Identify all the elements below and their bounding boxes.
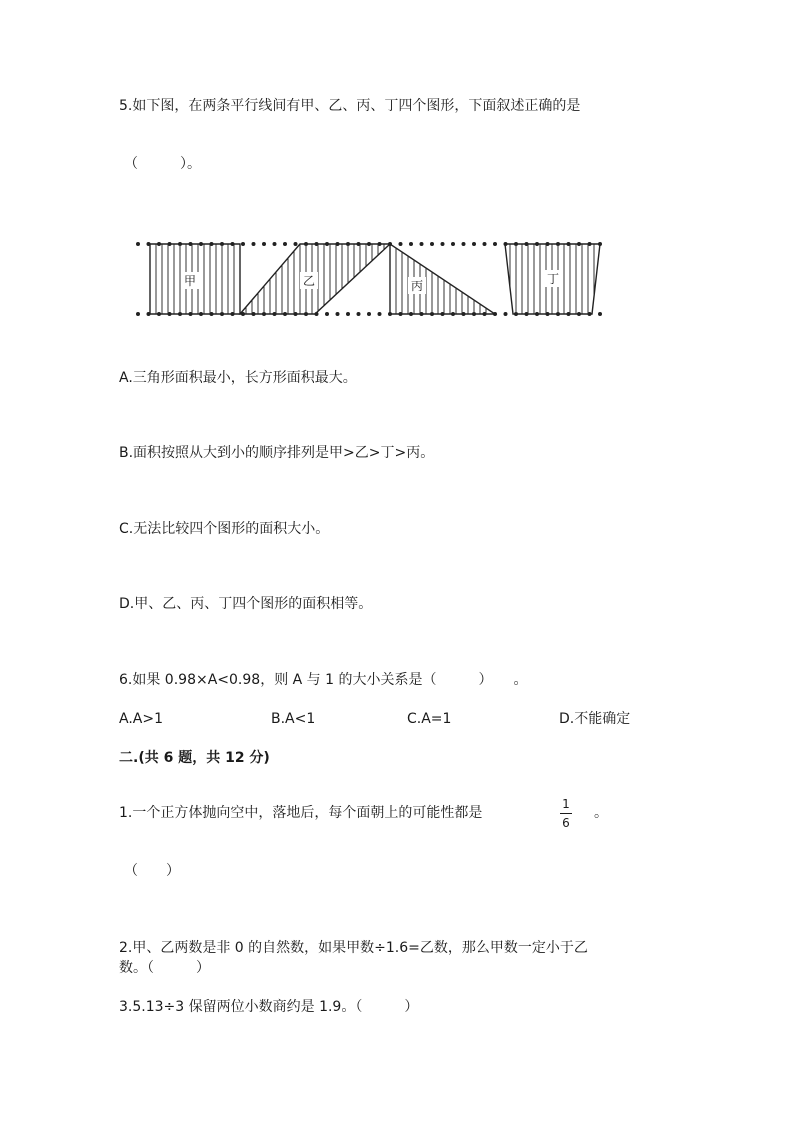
bottom-line-dot	[367, 312, 371, 316]
q5-stem-line2: （ ）。	[124, 156, 201, 172]
top-line-dot	[493, 242, 497, 246]
top-line-dot	[262, 242, 266, 246]
label-yi: 乙	[302, 274, 316, 288]
label-bing: 丙	[410, 279, 424, 293]
top-line-dot	[252, 242, 256, 246]
top-line-dot	[420, 242, 424, 246]
bottom-line-dot	[346, 312, 350, 316]
q5-option-a: A.三角形面积最小，长方形面积最大。	[119, 370, 357, 386]
fraction-numerator: 1	[562, 797, 570, 811]
fraction-one-sixth	[559, 796, 573, 831]
s2-q1-paren: （ ）	[124, 863, 180, 879]
top-line-dot	[136, 242, 140, 246]
q6-stem: 6.如果 0.98×A<0.98，则 A 与 1 的大小关系是（ ） 。	[119, 672, 528, 688]
q6-option-c: C.A=1	[407, 711, 452, 727]
q6-option-a: A.A>1	[119, 711, 163, 727]
q5-option-d: D.甲、乙、丙、丁四个图形的面积相等。	[119, 596, 373, 612]
bottom-line-dot	[136, 312, 140, 316]
parallel-lines-figure	[120, 228, 620, 328]
q5-option-b: B.面积按照从大到小的顺序排列是甲>乙>丁>丙。	[119, 445, 435, 461]
top-line-dot	[462, 242, 466, 246]
top-line-dot	[409, 242, 413, 246]
bottom-line-dot	[598, 312, 602, 316]
top-line-dot	[283, 242, 287, 246]
top-line-dot	[241, 242, 245, 246]
top-line-dot	[451, 242, 455, 246]
s2-q1-tail: 。	[594, 805, 608, 821]
top-line-dot	[430, 242, 434, 246]
bottom-line-dot	[504, 312, 508, 316]
shape-outlines	[150, 244, 600, 314]
top-line-dot	[472, 242, 476, 246]
shape-bing-triangle	[390, 244, 495, 314]
q6-option-b: B.A<1	[271, 711, 316, 727]
top-line-dot	[273, 242, 277, 246]
fraction-denominator: 6	[562, 816, 570, 830]
s2-q1-text: 1.一个正方体抛向空中，落地后，每个面朝上的可能性都是	[119, 805, 483, 821]
top-line-dot	[399, 242, 403, 246]
s2-q2-line1: 2.甲、乙两数是非 0 的自然数，如果甲数÷1.6=乙数，那么甲数一定小于乙	[119, 940, 588, 956]
q5-stem-line1: 5.如下图，在两条平行线间有甲、乙、丙、丁四个图形，下面叙述正确的是	[119, 98, 581, 114]
s2-q3-text: 3.5.13÷3 保留两位小数商约是 1.9。（ ）	[119, 999, 419, 1015]
bottom-line-dot	[336, 312, 340, 316]
bottom-line-dot	[325, 312, 329, 316]
q6-option-d: D.不能确定	[559, 711, 631, 727]
top-line-dot	[294, 242, 298, 246]
top-line-dot	[483, 242, 487, 246]
label-jia: 甲	[183, 274, 197, 288]
label-ding: 丁	[546, 272, 560, 286]
q5-option-c: C.无法比较四个图形的面积大小。	[119, 521, 330, 537]
s2-q2-line2: 数。（ ）	[119, 960, 210, 976]
fraction-bar	[560, 813, 572, 814]
bottom-line-dot	[378, 312, 382, 316]
top-line-dot	[441, 242, 445, 246]
figure-hatching	[156, 244, 594, 314]
section2-heading: 二.(共 6 题，共 12 分)	[119, 750, 270, 766]
bottom-line-dot	[357, 312, 361, 316]
